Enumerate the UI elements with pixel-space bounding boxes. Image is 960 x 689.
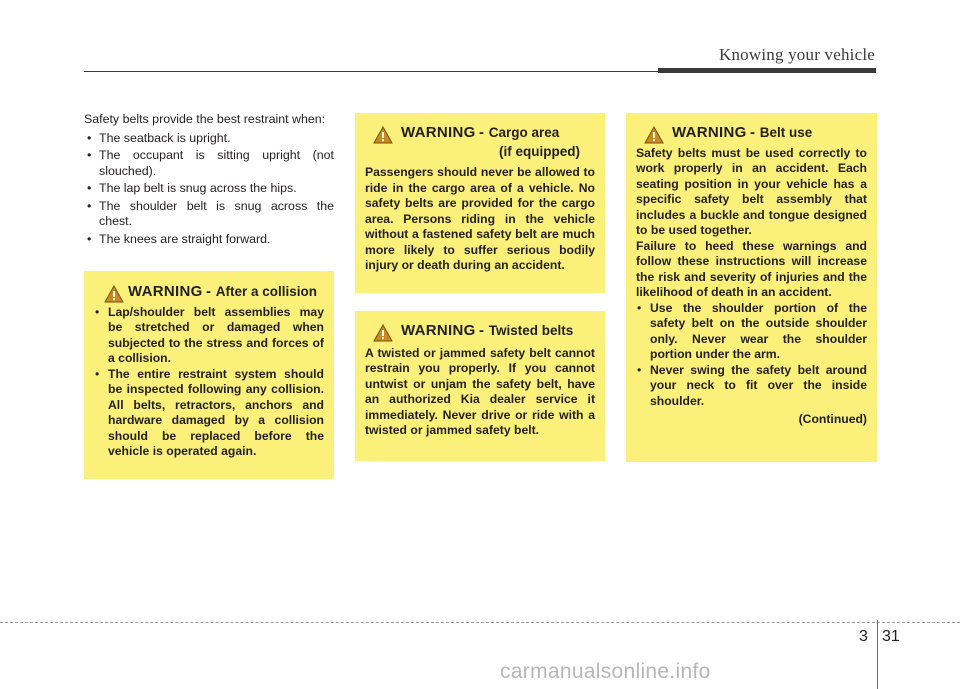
header-title: Knowing your vehicle [718,45,875,64]
page-number: 31 [882,628,900,645]
warning-label: WARNING [672,124,747,141]
warning-label: WARNING [401,322,476,339]
intro-paragraph: Safety belts provide the best restraint when: [84,112,326,126]
warning-title: WARNING - After a collision [94,284,324,301]
footer-rule [0,622,960,623]
warning-body: A twisted or jammed safety belt cannot restrain you properly. If you cannot untwist or unjam the safety belt, have an authorized Kia dealer service it immediately. Never drive or ride with a twisted or jammed safety belt. [365,345,595,437]
warning-list [94,305,324,460]
warning-triangle-icon [104,285,124,303]
warning-subtitle: Belt use [759,125,813,140]
warning-triangle-icon [373,126,393,144]
intro-section [84,112,334,249]
list-item: • Use the shoulder portion of the safety belt on the outside shoulder only. Never wear the shoulder portion under the arm. [636,301,867,363]
list-item: • Lap/shoulder belt assemblies may be stretched or damaged when subjected to the stress and forces of a collision. [94,305,324,367]
warning-triangle-icon [373,324,393,342]
warning-box-twisted [355,311,605,461]
header-rule-accent [658,68,876,73]
warning-label: WARNING [128,283,203,300]
warning-title: WARNING - Belt use [636,125,867,142]
warning-box-cargo [355,113,605,293]
list-item: • Never swing the safety belt around your neck to fit over the inside shoulder. [636,363,867,410]
warning-body: Safety belts must be used correctly to work properly in an accident. Each seating position in your vehicle has a specific safety belt assembly that includes a buckle and tongue designed to be used together. [636,145,867,237]
warning-subtitle-line2: (if equipped) [499,143,580,159]
warning-body: Failure to heed these warnings and follow these instructions will increase the risk and severity of injuries and the likelihood of death in an accident. [636,238,867,299]
page-number-divider [877,620,878,689]
list-item: • The entire restraint system should be inspected following any collision. All belts, retractors, anchors and hardware damaged by a collision should be replaced before the vehicle is operated again. [94,367,324,460]
warning-body: Passengers should never be allowed to ride in the cargo area of a vehicle. No safety belts are provided for the cargo area. Persons riding in the vehicle without a fastened safety belt are much more likely to suffer serious bodily injury or death during an accident. [365,165,595,272]
list-item: • The seatback is upright. [84,131,334,147]
watermark: carmanualsonline.info [500,660,711,683]
warning-triangle-icon [644,126,664,144]
warning-box-collision [84,271,334,479]
warning-subtitle: After a collision [215,284,318,299]
warning-subtitle: Twisted belts [488,323,574,338]
intro-list [84,131,334,248]
warning-list [636,301,867,410]
list-item: • The shoulder belt is snug across the chest. [84,199,334,230]
list-item: • The knees are straight forward. [84,232,334,248]
list-item: • The occupant is sitting upright (not slouched). [84,148,334,179]
chapter-number: 3 [859,628,868,645]
warning-label: WARNING [401,124,476,141]
warning-box-belt-use [626,113,877,462]
warning-title: WARNING - Cargo area [365,125,595,142]
continued-note: (Continued) [798,412,867,426]
list-item: • The lap belt is snug across the hips. [84,181,334,197]
warning-title: WARNING - Twisted belts [365,323,595,340]
warning-subtitle: Cargo area [488,125,560,140]
